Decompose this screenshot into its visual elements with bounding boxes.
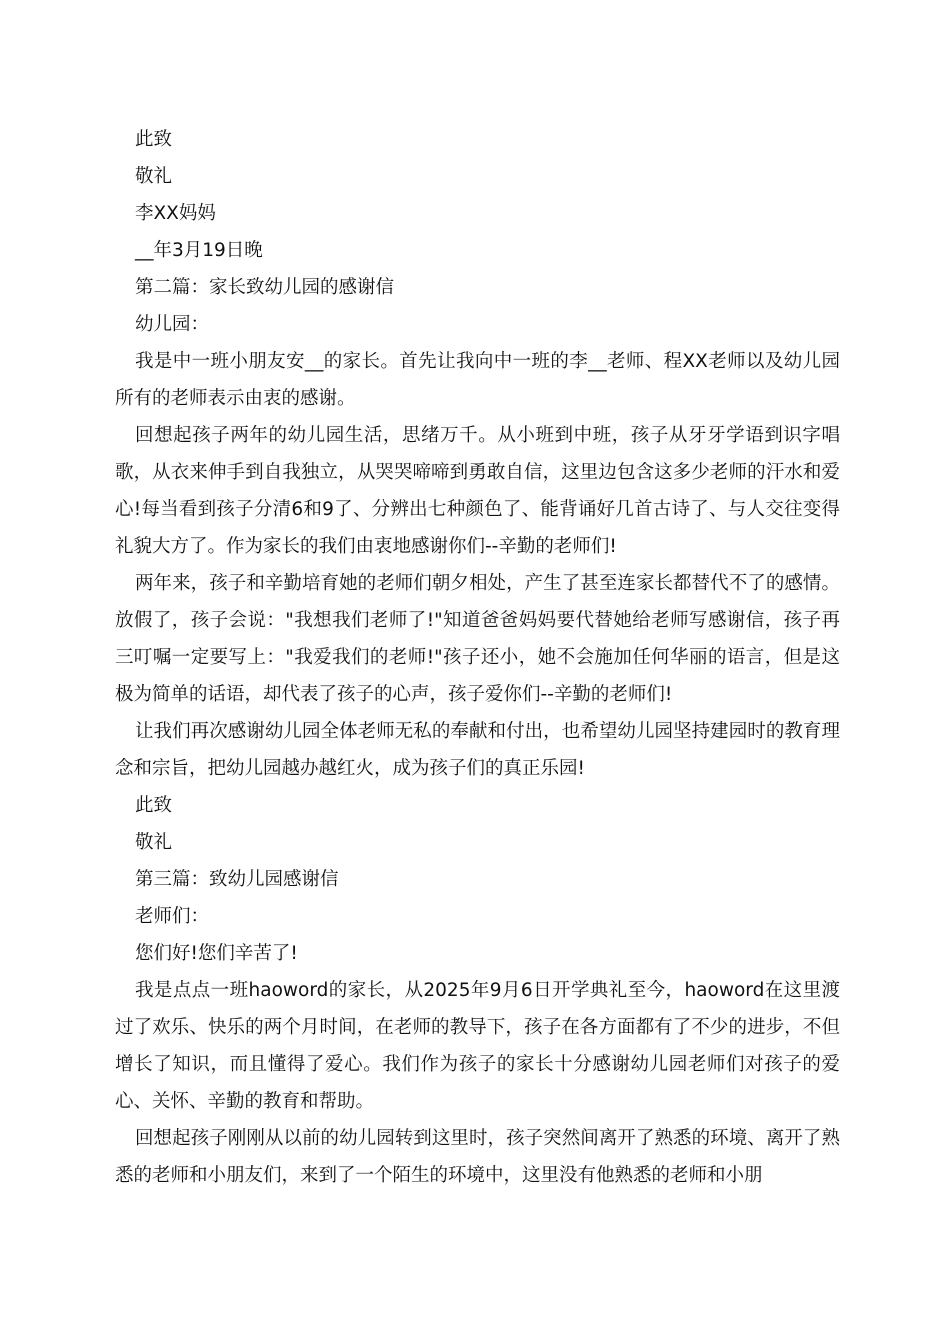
closing-ci-zhi: 此致 bbox=[135, 795, 173, 816]
paragraph: 让我们再次感谢幼儿园全体老师无私的奉献和付出，也希望幼儿园坚持建园时的教育理念和宗旨，把幼儿园越办越红火，成为孩子们的真正乐园! bbox=[115, 721, 840, 779]
section-heading-2: 第二篇：家长致幼儿园的感谢信 bbox=[135, 277, 395, 298]
paragraph: 两年来，孩子和辛勤培育她的老师们朝夕相处，产生了甚至连家长都替代不了的感情。放假了，孩子会说："我想我们老师了!"知道爸爸妈妈要代替她给老师写感谢信，孩子再三叮嘱一定要写上："我爱我们的老师!"孩子还小，她不会施加任何华丽的语言，但是这极为简单的话语，却代表了孩子的心声，孩子爱你们--辛勤的老师们! bbox=[115, 573, 840, 705]
letter-body bbox=[115, 121, 840, 1194]
salutation: 幼儿园： bbox=[135, 314, 210, 335]
greeting: 您们好!您们辛苦了! bbox=[135, 943, 298, 964]
closing-jing-li: 敬礼 bbox=[135, 832, 173, 853]
closing-ci-zhi: 此致 bbox=[135, 129, 173, 150]
paragraph: 回想起孩子刚刚从以前的幼儿园转到这里时，孩子突然间离开了熟悉的环境、离开了熟悉的老师和小朋友们，来到了一个陌生的环境中，这里没有他熟悉的老师和小朋 bbox=[115, 1128, 840, 1186]
paragraph: 我是点点一班haoword的家长，从2025年9月6日开学典礼至今，haoword在这里渡过了欢乐、快乐的两个月时间，在老师的教导下，孩子在各方面都有了不少的进步，不但增长了知识，而且懂得了爱心。我们作为孩子的家长十分感谢幼儿园老师们对孩子的爱心、关怀、辛勤的教育和帮助。 bbox=[115, 980, 840, 1112]
section-heading-3: 第三篇：致幼儿园感谢信 bbox=[135, 869, 339, 890]
letter-date: __年3月19日晚 bbox=[135, 240, 263, 261]
paragraph: 我是中一班小朋友安__的家长。首先让我向中一班的李__老师、程XX老师以及幼儿园所有的老师表示由衷的感谢。 bbox=[115, 351, 840, 409]
salutation: 老师们： bbox=[135, 906, 210, 927]
signature: 李XX妈妈 bbox=[135, 203, 216, 224]
closing-jing-li: 敬礼 bbox=[135, 166, 173, 187]
paragraph: 回想起孩子两年的幼儿园生活，思绪万千。从小班到中班，孩子从牙牙学语到识字唱歌，从衣来伸手到自我独立，从哭哭啼啼到勇敢自信，这里边包含这多少老师的汗水和爱心!每当看到孩子分清6和9了、分辨出七种颜色了、能背诵好几首古诗了、与人交往变得礼貌大方了。作为家长的我们由衷地感谢你们--辛勤的老师们! bbox=[115, 425, 840, 557]
